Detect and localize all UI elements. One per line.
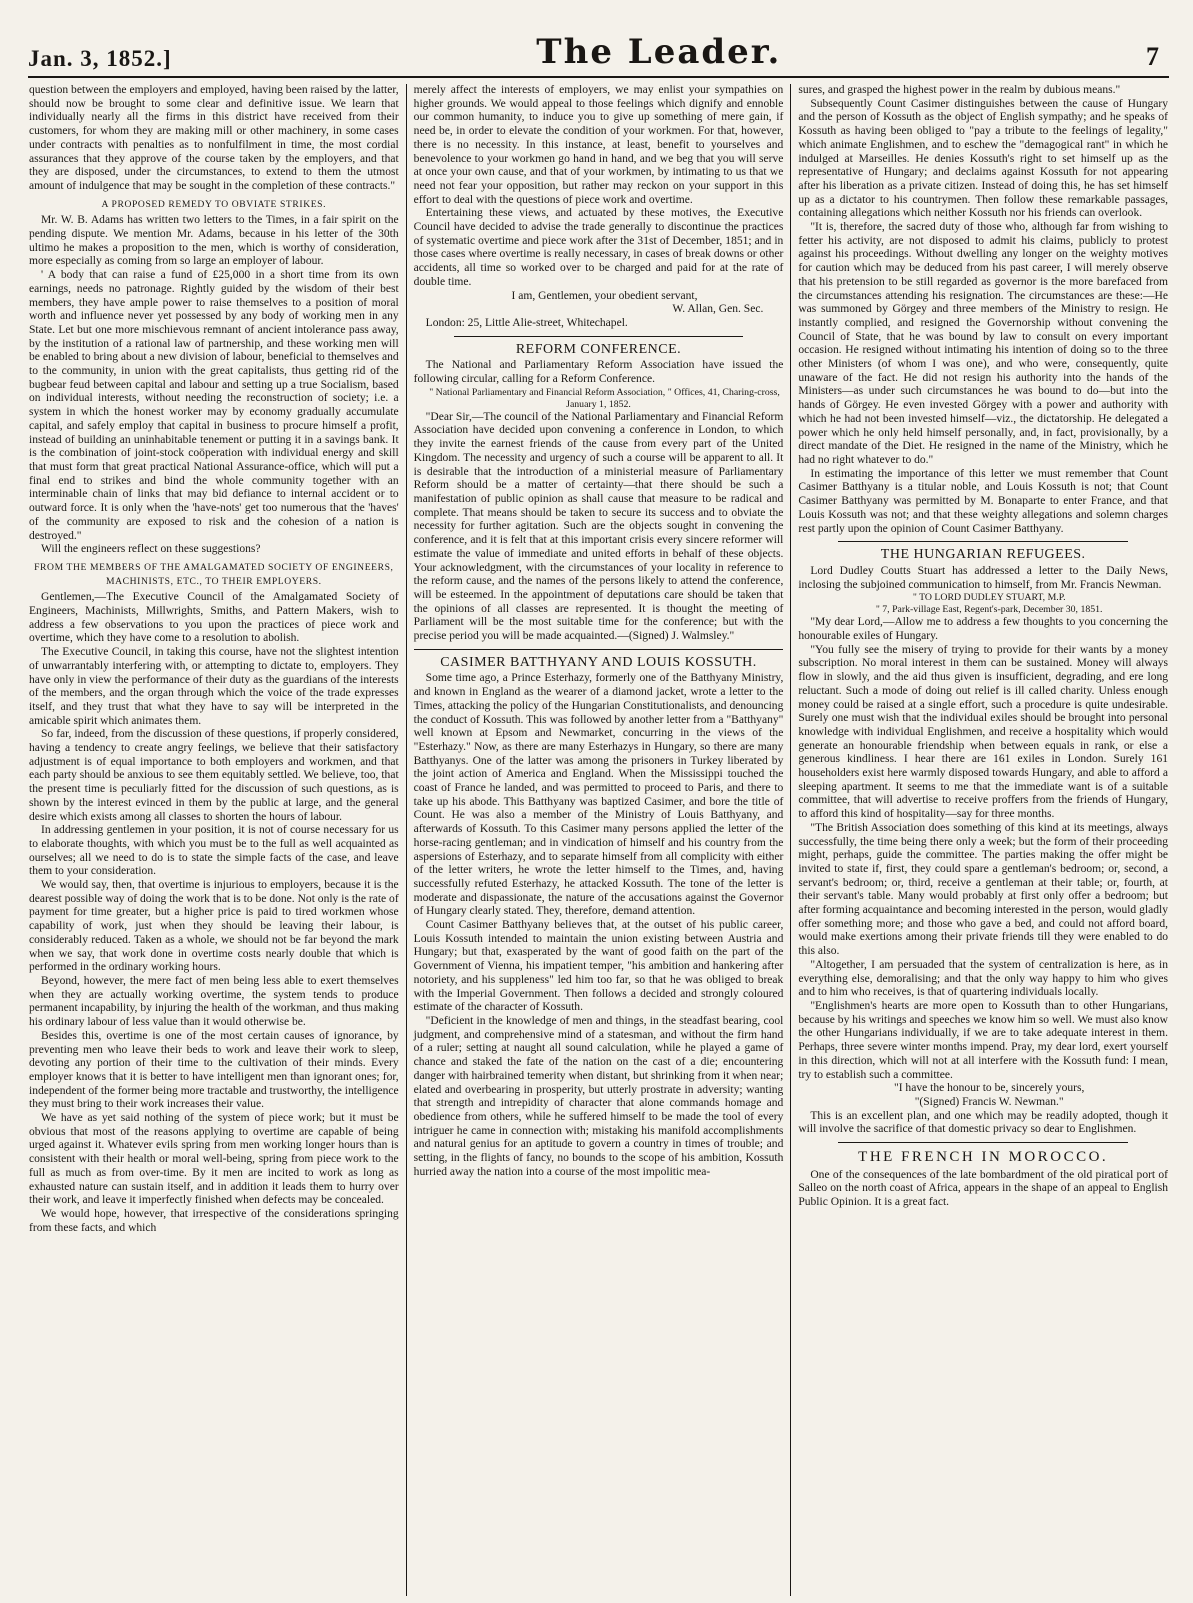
paragraph: Gentlemen,—The Executive Council of the Amalgamated Society of Engineers, Machinists, Millwrights, Smiths, and Pattern Makers, wish to address a few observations to you upon the practices of piece work and overtime, which they have come to a resolution to abolish. xyxy=(29,591,399,645)
paragraph: In estimating the importance of this letter we must remember that Count Casimer Batthyany is a titular noble, and Louis Kossuth is not; that Count Casimer Batthyany was permitted by M. Bonaparte to enter France, and that Louis Kossuth was not; and that these weighty allegations and solemn charges rest partly upon the opinion of Count Casimer Batthyany. xyxy=(798,467,1169,535)
masthead xyxy=(28,28,1169,78)
paragraph: Entertaining these views, and actuated by these motives, the Executive Council have decided to advise the trade generally to discontinue the practices of systematic overtime and piece work after the 31st of December, 1851; and in those cases where overtime is really necessary, in cases of break downs or other accidents, all time so worked over to be charged and paid for at the rate of double time. xyxy=(413,207,784,288)
letter-header: " National Parliamentary and Financial Reform Association, " Offices, 41, Charing-cross, January 1, 1852. xyxy=(429,386,780,410)
letter-signature: W. Allan, Gen. Sec. xyxy=(672,303,764,316)
paragraph: One of the consequences of the late bombardment of the old piratical port of Salleo on the north coast of Africa, appears in the shape of an appeal to English Public Opinion. It is a great fact. xyxy=(798,1168,1169,1209)
paragraph: Subsequently Count Casimer distinguishes between the cause of Hungary and the person of Kossuth as the object of English sympathy; and he speaks of Kossuth as having been obliged to "pay a tribute to the feelings of legality," which animate Englishmen, and to eschew the "demagogical rant" in which he indulged at Marseilles. He denies Kossuth's right to set himself up as the representative of Hungary; and declaims against Kossuth for not appearing after his liberation as a private citizen. Instead of doing this, he has set himself up as a dictator to his countrymen. Then follow these remarkable passages, containing allegations which neither Kossuth nor his friends can overlook. xyxy=(798,97,1169,220)
paragraph: Mr. W. B. Adams has written two letters to the Times, in a fair spirit on the pending dispute. We mention Mr. Adams, because in his letter of the 30th ultimo he makes a proposition to the men, which is worthy of consideration, more especially as coming from so large an employer of labour. xyxy=(29,214,399,268)
section-heading: A PROPOSED REMEDY TO OBVIATE STRIKES. xyxy=(101,198,327,210)
paragraph: ' A body that can raise a fund of £25,000 in a short time from its own earnings, needs no patronage. Rightly guided by the wisdom of their best members, they have ample power to raise themselves to a position of moral worth and influence never yet possessed by any body of working men in any State. Let but one more mischievous remnant of ancient intolerance pass away, by the institution of a rational law of partnership, and these working men will be enabled to bring about a new division of labour, beneficial to themselves and to the community, in union with the great capitalists, thus getting rid of the bugbear feud between capital and labour and setting up a true Socialism, based on individual interests, without needing the reconstruction of society; i.e. a system in which the honest worker may by economy gradually accumulate capital, and safely employ that capital in business to procure himself a profit, instead of building an uninhabitable tenement or putting it in a savings bank. It is the combination of joint-stock coöperation with individual energy and skill that must form that great practical National Assurance-office, which will put a final end to strikes and bind the whole community together with an interminable chain of links that may bid defiance to internal accident or to outward force. It is only when the 'have-nots' get too numerous that the 'haves' of the community are exposed to risk and the cohesion of a nation is destroyed." xyxy=(29,269,399,542)
paragraph: In addressing gentlemen in your position, it is not of course necessary for us to elaborate thoughts, with which you must be to the full as well acquainted as ourselves; all we need to do is to state the simple facts of the case, and leave them to your consideration. xyxy=(29,824,399,878)
divider xyxy=(414,649,784,650)
paragraph: "The British Association does something of this kind at its meetings, always successfully, the time being there only a week; but the form of their proceeding might, perhaps, guide the committee. The parties making the offer might be invited to state if, first, they could spare a gentleman's bedroom; or, second, a servant's bedroom; or, third, receive a gentleman at their table; or, fourth, at their servant's table. Many would probably at first only offer a bedroom; but after forming acquaintance and becoming interested in the person, would gladly offer something more; and those who gave a bed, and could not afford board, would make exertions among their private friends till they were enabled to do this also. xyxy=(798,821,1169,958)
column-2 xyxy=(406,84,791,1596)
issue-date: Jan. 3, 1852.] xyxy=(28,46,172,71)
paragraph: Besides this, overtime is one of the most certain causes of ignorance, by preventing men who leave their beds to work and leave their work to sleep, devoting any portion of their time to the cultivation of their minds. Every employer knows that it is better to have intelligent men than ignorant ones; for, independent of the former being more tractable and trustworthy, the intelligence they must bring to their work increases their value. xyxy=(29,1029,399,1111)
paragraph: We would say, then, that overtime is injurious to employers, because it is the dearest possible way of doing the work that is to be done. Not only is the rate of payment for time greater, but a higher price is paid to tired workmen whose capability of work, just when they should be leaving their labour, is considerably reduced. Taken as a whole, we should not be far beyond the mark when we say, that work done in overtime costs nearly double that which is performed in the ordinary working hours. xyxy=(29,879,399,974)
paragraph: "My dear Lord,—Allow me to address a few thoughts to you concerning the honourable exiles of Hungary. xyxy=(798,616,1169,643)
paragraph: merely affect the interests of employers, we may enlist your sympathies on higher grounds. We would appeal to those feelings which dignify and ennoble our common humanity, to induce you to give up something of mere gain, if need be, in order to elevate the condition of your workmen. For that, however, there is no necessity. In this instance, at least, benefit to yourselves and benevolence to your workmen go hand in hand, and we beg that you will serve at once your own cause, and that of your workmen, by intimating to us that we need not fear your opposition, but rather may reckon on your support in this effort to deal with the questions of piece work and overtime. xyxy=(413,84,784,206)
divider xyxy=(454,336,744,337)
section-heading: CASIMER BATTHYANY AND LOUIS KOSSUTH. xyxy=(440,654,757,670)
paragraph: "Dear Sir,—The council of the National Parliamentary and Financial Reform Association have decided upon convening a conference in London, to which they invite the earnest friends of the cause from every part of the United Kingdom. The necessity and urgency of such a course will be apparent to all. It is desirable that the introduction of a ministerial measure of Parliamentary Reform should be a matter of certainty—that there should be such a manifestation of public opinion as shall cause that measure to be radical and complete. That means should be taken to secure its success and to obviate the necessity for further agitation. Such are the objects sought in convening the conference, and it is felt that at this important crisis every sincere reformer will estimate the value of immediate and united efforts in behalf of these objects. Your acknowledgment, with the circumstances of your locality in reference to the reform cause, and the names of the persons likely to attend the conference, will be esteemed. In the appointment of deputations care should be taken that the opinions of all classes are represented. It is thought the meeting of Parliament will be the most suitable time for the conference; but with the precise period you will be made acquainted.—(Signed) J. Walmsley." xyxy=(413,410,784,643)
letter-closing: I am, Gentlemen, your obedient servant, xyxy=(511,289,698,302)
paragraph: "You fully see the misery of trying to provide for their wants by a money subscription. No moral interest in them can be sustained. Money will always flow in slowly, and the aid thus given is insufficient, degrading, and ere long reluctant. Such a mode of doing out relief is ill called charity. Unless enough money could be raised at a single effort, such a procedure is quite undesirable. Surely one must wish that the individual exiles should be brought into personal knowledge with individual Englishmen, and receive a hospitality which would generate an honourable friendship when between equals in rank, or else a generous kindliness. I hear there are 161 exiles in London. Surely 161 householders exist here warmly disposed towards Hungary, and able to afford a sleeping apartment. It seems to me that the immediate want is of a suitable committee, that will advertise to receive proffers from the friends of Hungary, to afford this kind of hospitality—say for three months. xyxy=(798,643,1169,821)
paragraph: Some time ago, a Prince Esterhazy, formerly one of the Batthyany Ministry, and known in England as the wearer of a diamond jacket, wrote a letter to the Times, attacking the policy of the Hungarian Constitutionalists, and denouncing the conduct of Kossuth. This was followed by another letter from a "Batthyany" well known at Epsom and Newmarket, concurring in the views of the "Esterhazy." Now, as there are many Esterhazys in Hungary, so there are many Batthyanys. One of the latter was among the prisoners in Turkey liberated by the joint action of America and England. When the Mississippi touched the coast of France he landed, and was permitted to proceed to Paris, and there to take up his abode. This Batthyany was baptized Casimer, and bore the title of Count. He was also a member of the Ministry of Louis Batthyany, and afterwards of Kossuth. To this Casimer many persons applied the letter of the horse-racing gentleman; and in vindication of himself and his country from the aspersions of Esterhazy, and to separate himself from all complicity with either of the letter writers, he wrote the letter himself to the Times, and, having successfully refuted Esterhazy, he attacked Kossuth. The tone of the letter is moderate and dispassionate, the nature of the accusations against the Governor of Hungary clearly stated. They, therefore, demand attention. xyxy=(413,672,784,918)
paragraph: "It is, therefore, the sacred duty of those who, although far from wishing to fetter his activity, are not disposed to admit his claims, publicly to protest against his proceedings. Without dwelling any longer on the weighty motives for caution which may be deduced from his past career, I will merely observe that his pretension to be still regarded as governor is the more barefaced from the circumstances attending his resignation. The circumstances are these:—He was summoned by Görgey and three members of the Ministry to resign. He instantly complied, and resigned the Governorship without convening the Council of State, that he was bound by law to consult on every important occasion. He resigned without intimating his intention of doing so to the three other Ministers (of whom I was one), and who were, consequently, quite unaware of the fact. He did not resign his authority into the hands of the Ministers—as under such circumstances he was bound to do—but into the hands of Görgey. He even invested Görgey with a power and authority with which he had not been invested himself—viz., the dictatorship. He delegated a power which he only held himself personally, and, in fact, provisionally, by a direct mandate of the Diet. He resigned in the name of the Ministry, which he had no right whatever to do." xyxy=(798,221,1169,466)
letter-header: " 7, Park-village East, Regent's-park, December 30, 1851. xyxy=(875,604,1103,616)
paragraph: Lord Dudley Coutts Stuart has addressed a letter to the Daily News, inclosing the subjoined communication to himself, from Mr. Francis Newman. xyxy=(798,564,1169,591)
newspaper-title: The Leader. xyxy=(536,32,782,72)
letter-signature: "(Signed) Francis W. Newman." xyxy=(914,1095,1064,1108)
page-number: 7 xyxy=(1145,42,1159,71)
paragraph: "Deficient in the knowledge of men and things, in the steadfast bearing, cool judgment, and comprehensive mind of a statesman, and without the firm hand of a ruler; setting at naught all sound calculation, while he played a game of chance and staked the fate of the nation on the cast of a die; encountering danger with hairbrained temerity when distant, but shrinking from it when near; elated and overbearing in prosperity, but utterly prostrate in adversity; wanting that strength and intrepidity of character that alone commands homage and obedience from others, while he suffered himself to be made the tool of every intriguer he came in connection with; mistaking his manifold accomplishments and natural genius for an aptitude to govern a country in times of trouble; and setting, in the flights of fancy, no bounds to the scope of his ambition, Kossuth hurried away the nation into a course of the most impolitic mea- xyxy=(413,1015,784,1178)
paragraph: Will the engineers reflect on these suggestions? xyxy=(41,543,261,556)
paragraph: "Englishmen's hearts are more open to Kossuth than to other Hungarians, because by his writings and speeches we know him so well. We must also know the other Hungarians individually, if we are to take adequate interest in them. Perhaps, three severe winter months impend. Pray, my dear lord, exert yourself in this direction, which will not at all interfere with the Kossuth fund: I mean, try to establish such a committee. xyxy=(798,1000,1169,1081)
paragraph: This is an excellent plan, and one which may be readily adopted, though it will involve the sacrifice of that domestic privacy so dear to Englishmen. xyxy=(798,1109,1169,1136)
letter-closing: "I have the honour to be, sincerely yours, xyxy=(893,1082,1085,1095)
section-heading: REFORM CONFERENCE. xyxy=(515,341,682,357)
paragraph: "Altogether, I am persuaded that the system of centralization is here, as in everything else, demoralising; and that the only way happy to him who gives and to him who receives, is that of quartering individuals locally. xyxy=(798,958,1169,999)
paragraph: We would hope, however, that irrespective of the considerations springing from these facts, and which xyxy=(29,1207,399,1234)
paragraph: Count Casimer Batthyany believes that, at the outset of his public career, Louis Kossuth intended to maintain the union existing between Austria and Hungary; but that, exasperated by the want of good faith on the part of the Government of Vienna, his impatient temper, "his ambition and hankering after notoriety, and his suppleness" led him too far, so that he was obliged to break with the Imperial Government. Then follows a decided and strongly coloured estimate of the character of Kossuth. xyxy=(413,919,784,1014)
paragraph: sures, and grasped the highest power in the realm by dubious means." xyxy=(798,84,1121,96)
letter-addressee: " TO LORD DUDLEY STUART, M.P. xyxy=(912,592,1066,604)
divider xyxy=(838,541,1128,542)
paragraph: The National and Parliamentary Reform Association have issued the following circular, calling for a Reform Conference. xyxy=(413,359,784,386)
paragraph: We have as yet said nothing of the system of piece work; but it must be obvious that most of the reasons applying to overtime are capable of being urged against it. Whatever evils spring from men working longer hours than is consistent with their health or moral well-being, spring from piece work to the full as much as from over-time. By it men are incited to work as long as exhausted nature can sustain itself, and in addition it leads them to hurry over their work, and leave it imperfectly finished when defects may be concealed. xyxy=(29,1112,399,1207)
letter-address: London: 25, Little Alie-street, Whitechapel. xyxy=(425,316,628,329)
paragraph: So far, indeed, from the discussion of these questions, if properly considered, having a tendency to create angry feelings, we believe that their satisfactory adjustment is of equal importance to both employers and workmen, and that each party should be anxious to see them equitably settled. We believe, too, that the present time is peculiarly fitted for the discussion of such questions, as is shown by the interest evinced in them by the public at large, and the general desire which exists among all classes to shorten the hours of labour. xyxy=(29,728,399,823)
section-heading: THE FRENCH IN MOROCCO. xyxy=(858,1149,1109,1166)
section-heading: THE HUNGARIAN REFUGEES. xyxy=(880,547,1086,563)
paragraph: question between the employers and employed, having been raised by the latter, should now be brought to some clear and definitive issue. We learn that individually nearly all the firms in this district have received from their customers, for whom they are making mill or other machinery, in some cases under contracts with penalties as to nonfulfilment in time, the most cordial assurances that they approve of the course taken by the employers, and that they are disposed, under the circumstances, to extend to them the utmost amount of indulgence that may be sought in the completion of these contracts." xyxy=(29,84,399,192)
section-heading: FROM THE MEMBERS OF THE AMALGAMATED SOCIETY OF ENGINEERS, MACHINISTS, ETC., TO THEIR EMPLOYERS. xyxy=(34,561,394,587)
paragraph: The Executive Council, in taking this course, have not the slightest intention of unwarrantably interfering with, or attempting to dictate to, employers. They have only in view the performance of their duty as the guardians of the interests of the members, and the organ through which the voice of the trade expresses itself, and they trust that what they have to say will be interpreted in the amicable spirit which animates them. xyxy=(29,646,399,727)
column-1 xyxy=(22,84,406,1596)
columns xyxy=(22,84,1175,1596)
paragraph: Beyond, however, the mere fact of men being less able to exert themselves when they are actually working overtime, the system tends to produce permanent incapability, by injuring the health of the workman, and thus making his ordinary labour of less value than it would otherwise be. xyxy=(29,975,399,1029)
column-3 xyxy=(790,84,1175,1596)
divider xyxy=(838,1142,1128,1143)
